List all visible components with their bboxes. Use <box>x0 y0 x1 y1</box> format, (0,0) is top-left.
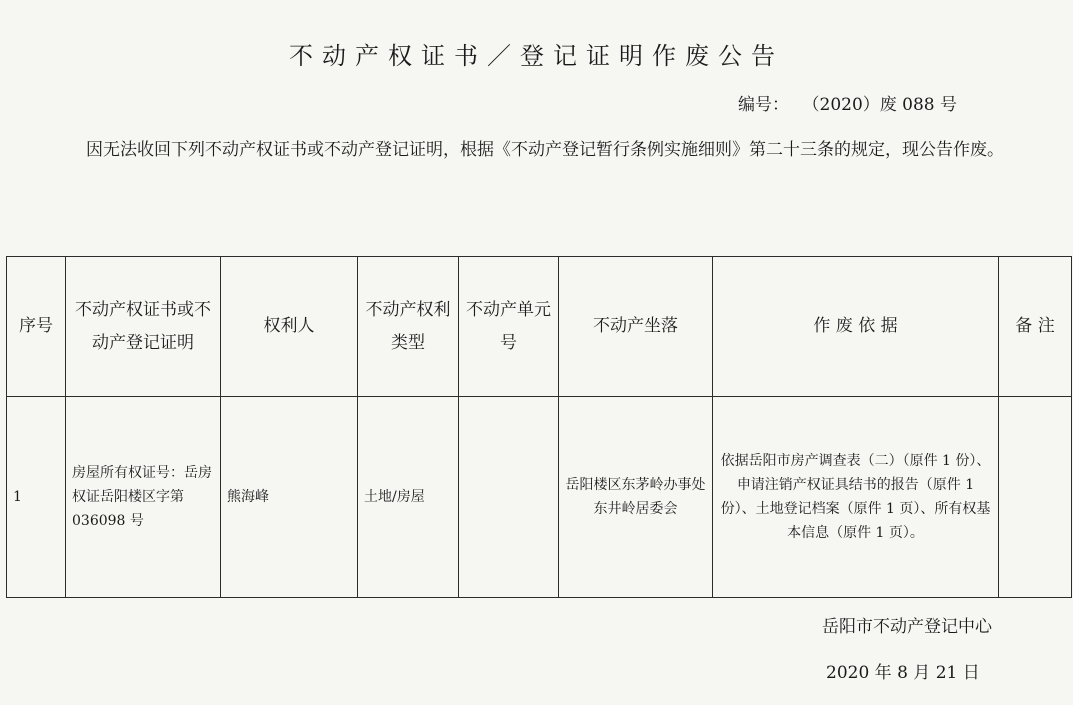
header-location: 不动产坐落 <box>559 257 713 397</box>
notice-paragraph: 因无法收回下列不动产权证书或不动产登记证明，根据《不动产登记暂行条例实施细则》第二十三条的规定，现公告作废。 <box>86 140 1004 160</box>
header-owner: 权利人 <box>221 257 358 397</box>
table-header-row <box>7 257 1072 397</box>
void-certificate-table <box>6 256 1072 598</box>
cell-no: 1 <box>7 397 66 598</box>
header-unit-no: 不动产单元号 <box>459 257 559 397</box>
header-certificate: 不动产权证书或不动产登记证明 <box>66 257 221 397</box>
table-row <box>7 397 1072 598</box>
cell-remark <box>999 397 1072 598</box>
cell-unit-no <box>459 397 559 598</box>
cell-basis: 依据岳阳市房产调查表（二）（原件 1 份）、申请注销产权证具结书的报告（原件 1 份）、土地登记档案（原件 1 页）、所有权基本信息（原件 1 页）。 <box>713 397 999 598</box>
cell-certificate: 房屋所有权证号：岳房权证岳阳楼区字第 036098 号 <box>66 397 221 598</box>
notice-title: 不动产权证书／登记证明作废公告 <box>289 42 784 70</box>
cell-right-type: 土地/房屋 <box>358 397 459 598</box>
issue-date: 2020 年 8 月 21 日 <box>826 663 980 683</box>
header-no: 序号 <box>7 257 66 397</box>
header-right-type: 不动产权利类型 <box>358 257 459 397</box>
issuer-name: 岳阳市不动产登记中心 <box>822 617 992 637</box>
doc-number-label: 编号： <box>738 95 789 115</box>
cell-location: 岳阳楼区东茅岭办事处东井岭居委会 <box>559 397 713 598</box>
doc-number-value: （2020）废 088 号 <box>811 95 958 115</box>
cell-owner: 熊海峰 <box>221 397 358 598</box>
header-remark: 备 注 <box>999 257 1072 397</box>
header-basis: 作 废 依 据 <box>713 257 999 397</box>
doc-number <box>738 90 957 115</box>
